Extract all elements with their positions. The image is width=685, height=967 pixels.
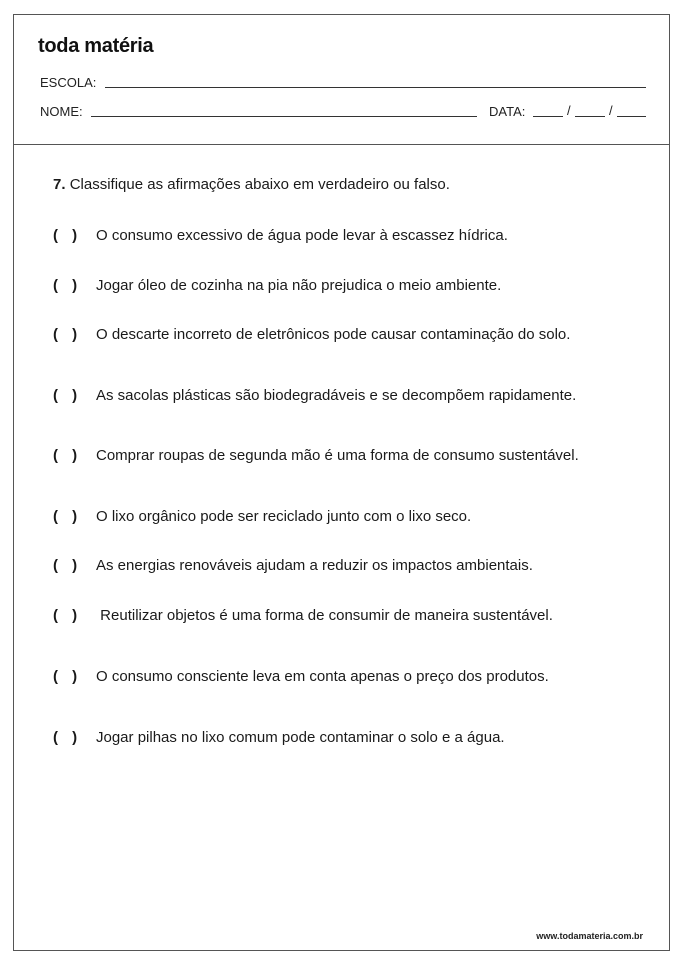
answer-box[interactable]: ( ) (53, 387, 83, 404)
statement-text: Reutilizar objetos é uma forma de consumir de maneira sustentável. (96, 607, 553, 624)
answer-box[interactable]: ( ) (53, 277, 83, 294)
worksheet (13, 14, 670, 951)
statement-text: As energias renováveis ajudam a reduzir os impactos ambientais. (96, 557, 533, 574)
brand-logo: toda matéria (38, 35, 154, 57)
date-label: DATA: (489, 104, 526, 119)
date-separator: / (609, 103, 613, 118)
answer-box[interactable]: ( ) (53, 227, 83, 244)
name-label: NOME: (40, 104, 83, 119)
question-prompt (53, 176, 450, 193)
statement-text: Jogar pilhas no lixo comum pode contaminar o solo e a água. (96, 729, 505, 746)
date-year-field[interactable] (617, 116, 646, 117)
question-text: Classifique as afirmações abaixo em verdadeiro ou falso. (69, 176, 450, 193)
question-number: 7. (53, 176, 66, 193)
statement-text: O lixo orgânico pode ser reciclado junto com o lixo seco. (96, 508, 472, 525)
answer-box[interactable]: ( ) (53, 326, 83, 343)
answer-box[interactable]: ( ) (53, 508, 83, 525)
date-month-field[interactable] (575, 116, 605, 117)
worksheet-header (14, 15, 669, 145)
date-separator: / (567, 103, 571, 118)
answer-box[interactable]: ( ) (53, 607, 83, 624)
statement-text: As sacolas plásticas são biodegradáveis e se decompõem rapidamente. (96, 387, 577, 404)
date-day-field[interactable] (533, 116, 563, 117)
answer-box[interactable]: ( ) (53, 447, 83, 464)
school-field[interactable] (105, 87, 646, 88)
answer-box[interactable]: ( ) (53, 729, 83, 746)
statement-text: Comprar roupas de segunda mão é uma forma de consumo sustentável. (96, 447, 579, 464)
answer-box[interactable]: ( ) (53, 557, 83, 574)
statement-text: O descarte incorreto de eletrônicos pode causar contaminação do solo. (96, 326, 571, 343)
statement-text: O consumo consciente leva em conta apenas o preço dos produtos. (96, 668, 549, 685)
statement-text: Jogar óleo de cozinha na pia não prejudica o meio ambiente. (96, 277, 502, 294)
footer-url: www.todamateria.com.br (536, 931, 643, 941)
answer-box[interactable]: ( ) (53, 668, 83, 685)
statement-text: O consumo excessivo de água pode levar à escassez hídrica. (96, 227, 508, 244)
name-field[interactable] (91, 116, 477, 117)
school-label: ESCOLA: (40, 75, 97, 90)
